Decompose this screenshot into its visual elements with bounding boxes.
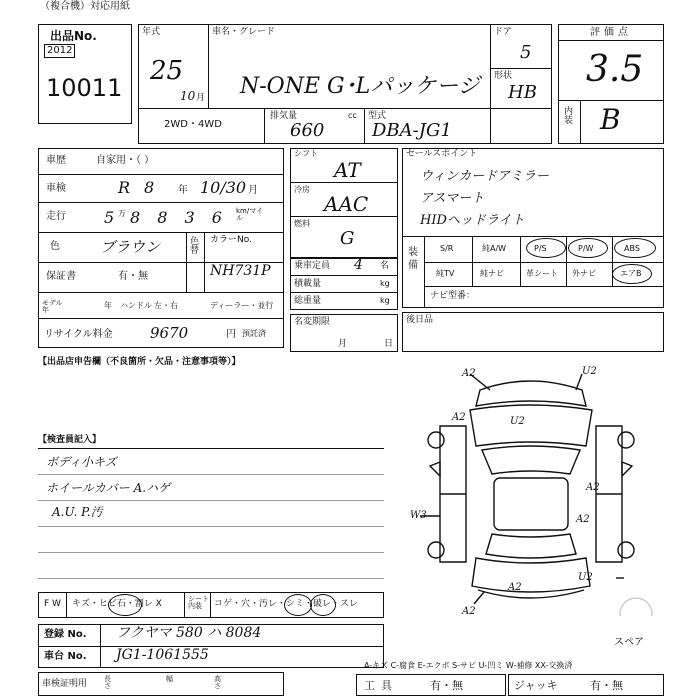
interior-label: 内装: [564, 107, 574, 126]
recycle-value: 9670: [150, 324, 189, 342]
dealer-label: ディーラー・並行: [210, 301, 274, 310]
cc-unit: cc: [348, 111, 357, 120]
score-value: 3.5: [586, 49, 644, 90]
equip-abs: ABS: [624, 244, 640, 253]
color-no-label: カラーNo.: [210, 235, 252, 245]
mileage-man: 5: [104, 208, 115, 227]
inspection-year-unit: 年: [178, 185, 188, 196]
mark-9: A2: [508, 582, 522, 593]
cc-value: 660: [290, 120, 325, 141]
capacity-unit: 名: [380, 261, 390, 271]
equip-aw: 純A/W: [482, 244, 507, 253]
handle-value: 左・右: [154, 301, 178, 310]
color-change-label: 色替: [190, 237, 200, 256]
shift-value: AT: [334, 158, 361, 182]
history-value: 自家用・（ ）: [96, 155, 155, 166]
chassis-label: 車台 No.: [44, 651, 87, 662]
inspection-era: R: [118, 178, 131, 197]
expiry-label: 名変期限: [294, 317, 331, 327]
model-label: 型式: [368, 111, 387, 121]
inspector-notes-label: 【検査員記入】: [38, 435, 102, 445]
inspector-note-1: ボディ小キズ: [46, 455, 117, 469]
cert-height: 高さ: [214, 675, 221, 690]
mark-6: A2: [576, 514, 590, 525]
tools-value: 有・無: [430, 679, 463, 692]
model-year-unit: 年: [104, 301, 112, 310]
fuel-label: 燃料: [294, 219, 310, 228]
seat-label: シート内装: [188, 595, 209, 610]
jack-value: 有・無: [590, 679, 623, 692]
form-title: （複合機）対応用紙: [40, 1, 130, 12]
expiry-month: 月: [338, 339, 348, 349]
equip-airbag: エアB: [620, 269, 642, 278]
total-unit: kg: [380, 296, 390, 305]
mark-10: A2: [462, 606, 476, 616]
mark-5: A2: [586, 482, 600, 493]
cert-length: 長さ: [104, 675, 111, 690]
fuel-value: G: [340, 228, 355, 249]
recycle-note: 預託済: [242, 329, 266, 338]
expiry-day: 日: [384, 339, 394, 349]
mileage-label: 走行: [46, 211, 66, 222]
recycle-label: リサイクル料金: [44, 329, 113, 340]
circle-chip: [108, 594, 142, 616]
reg-value: フクヤマ 580 ハ 8084: [116, 625, 262, 641]
ac-value: AAC: [324, 192, 369, 216]
lot-number: 10011: [46, 74, 123, 102]
tools-label: 工具: [364, 679, 398, 692]
mark-4: U2: [510, 416, 525, 427]
warranty-value: 有・無: [118, 271, 148, 282]
rear-parts-label: 後日品: [406, 315, 434, 325]
capacity-label: 乗車定員: [294, 261, 331, 271]
inspection-month-unit: 月: [248, 185, 258, 196]
door-label: ドア: [494, 27, 512, 37]
mark-3: A2: [452, 412, 466, 423]
circle-ps: [526, 238, 566, 258]
capacity-value: 4: [354, 257, 363, 273]
score-label: 評価点: [590, 27, 632, 38]
mileage-man-unit: 万: [118, 209, 126, 218]
cert-width: 幅: [166, 675, 173, 683]
circle-spot: [310, 594, 336, 616]
door-value: 5: [520, 42, 532, 63]
inspection-year: 8: [144, 178, 155, 197]
month-value: 10: [180, 89, 196, 103]
mileage-rest: 8 8 3 6: [130, 208, 228, 227]
seat-items: コゲ・穴・汚レ・シミ・破レ・スレ: [214, 599, 359, 609]
mark-8: U2: [578, 572, 593, 583]
equipment-label: 装備: [408, 247, 418, 271]
handle-label: ハンドル: [120, 301, 152, 310]
model-value: DBA-JG1: [372, 120, 452, 141]
sales-line-2: アスマート: [420, 191, 485, 206]
mark-2: U2: [582, 366, 597, 377]
color-no-value: NH731P: [210, 263, 271, 279]
seller-notes-label: 【出品店申告欄（不良箇所・欠品・注意事項等）】: [38, 357, 241, 367]
circle-stain: [284, 594, 312, 616]
fw-items: キズ・ヒビ石・割レ X: [72, 599, 162, 609]
inspection-date: 10/30: [200, 178, 247, 197]
chassis-value: JG1-1061555: [116, 647, 209, 663]
circle-abs: [614, 238, 656, 258]
inspection-label: 車検: [46, 183, 66, 194]
month-unit: 月: [196, 93, 206, 103]
ac-label: 冷房: [294, 185, 310, 194]
total-label: 総重量: [294, 296, 322, 306]
warranty-label: 保証書: [46, 271, 76, 282]
cc-label: 排気量: [270, 111, 298, 121]
interior-value: B: [600, 103, 621, 136]
circle-pw: [568, 238, 608, 258]
sales-point-label: セールスポイント: [406, 149, 478, 159]
equip-ext-navi: 外ナビ: [572, 269, 596, 278]
inspector-note-3: A.U. P.汚: [52, 505, 103, 519]
name-grade-value: N-ONE G･Lパッケージ: [240, 74, 480, 99]
fw-label: F W: [44, 599, 61, 609]
sales-line-3: HIDヘッドライト: [420, 213, 525, 228]
cert-label: 車検証明用: [42, 679, 88, 689]
year-value: 25: [150, 56, 184, 86]
load-label: 積載量: [294, 279, 322, 289]
reg-label: 登録 No.: [44, 629, 87, 640]
equip-navi: 純ナビ: [480, 269, 504, 278]
color-value: ブラウン: [100, 238, 161, 256]
drive-label: 2WD・4WD: [164, 119, 222, 130]
inspector-note-2: ホイールカバー A.ハゲ: [46, 481, 171, 495]
equip-ps: P/S: [534, 244, 547, 253]
history-label: 車歴: [46, 155, 66, 166]
equip-leather: 革シート: [526, 269, 558, 278]
lot-label: 出品No.: [50, 29, 97, 43]
spare-label: スペア: [614, 637, 644, 648]
color-label: 色: [50, 241, 60, 252]
model-year-label: モデル年: [42, 299, 63, 314]
mark-7: W3: [410, 510, 427, 521]
shift-label: シフト: [294, 149, 318, 158]
jack-label: ジャッキ: [514, 679, 558, 692]
shape-label: 形状: [494, 71, 513, 81]
circle-airbag: [612, 264, 652, 284]
year-label: 年式: [142, 27, 161, 37]
shape-value: HB: [508, 82, 537, 103]
equip-sr: S/R: [440, 244, 454, 253]
rear-parts-box: [402, 312, 664, 352]
sales-line-1: ウィンカードアミラー: [420, 169, 549, 184]
mark-1: A2: [462, 368, 476, 379]
load-unit: kg: [380, 279, 390, 288]
mileage-unit: km/マイル: [236, 207, 264, 222]
damage-legend: A-キズ C-腐食 E-エクボ S-サビ U-凹ミ W-補修 XX-交換済: [364, 661, 573, 670]
navi-model-label: ナビ型番：: [430, 291, 476, 301]
lot-year: 2012: [44, 44, 75, 58]
recycle-unit: 円: [226, 329, 236, 340]
equip-pw: P/W: [578, 244, 594, 253]
car-damage-diagram: [410, 366, 660, 616]
equip-tv: 純TV: [436, 269, 455, 278]
name-grade-label: 車名・グレード: [212, 27, 276, 37]
